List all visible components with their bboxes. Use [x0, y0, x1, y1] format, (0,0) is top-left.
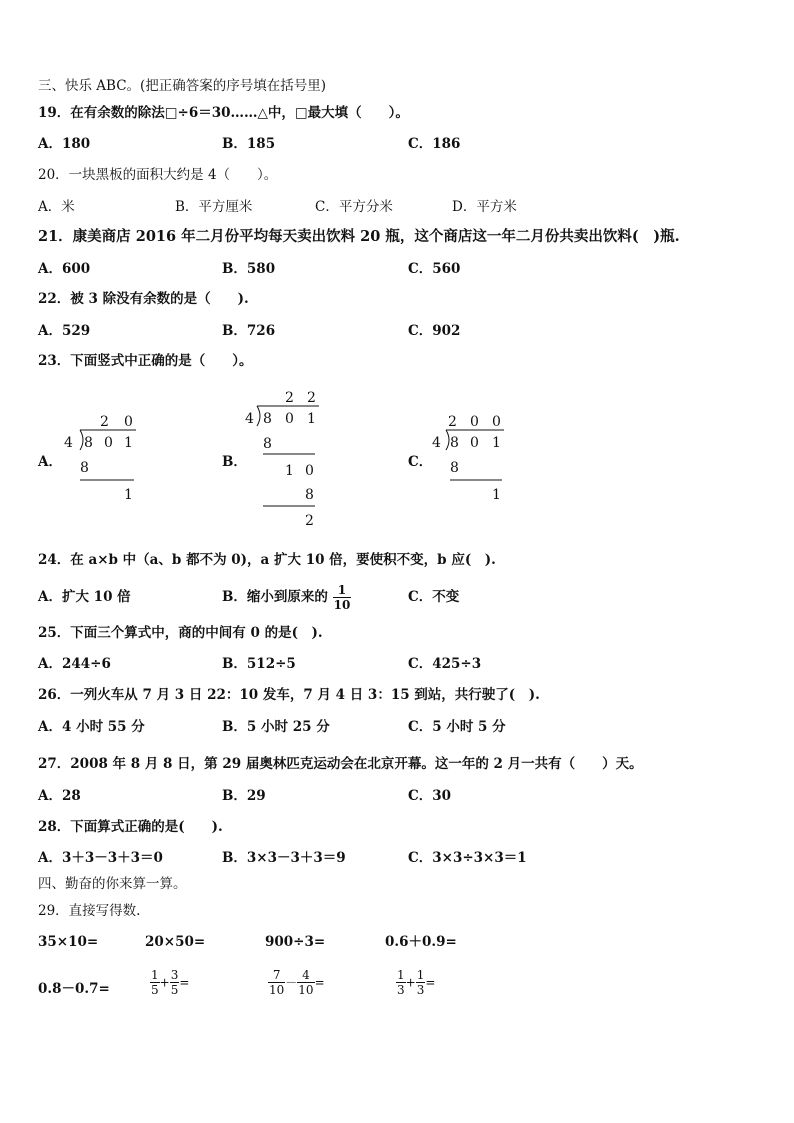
q19-option-b: B．185	[222, 136, 276, 152]
question-27: 27．2008 年 8 月 8 日，第 29 届奥林匹克运动会在北京开幕。这一年的 2 月一共有（ ）天。	[38, 756, 643, 772]
fraction-denominator: 3	[397, 983, 405, 997]
q26-option-a: A．4 小时 55 分	[38, 719, 145, 735]
fraction	[150, 968, 160, 997]
remainder: 2	[305, 513, 314, 529]
divisor: 4	[432, 435, 441, 451]
q25-option-b: B．512÷5	[222, 656, 296, 672]
expression: 0.6＋0.9=	[385, 934, 457, 950]
dividend-digit: 8	[263, 411, 272, 427]
question-26: 26．一列火车从 7 月 3 日 22：10 发车，7 月 4 日 3：15 到站，共行驶了( ).	[38, 687, 540, 703]
q21-option-b: B．580	[222, 261, 276, 277]
q21-option-c: C．560	[408, 261, 461, 277]
q28-option-c: C．3×3÷3×3＝1	[408, 850, 527, 866]
division-bracket	[80, 430, 83, 450]
question-25: 25．下面三个算式中，商的中间有 0 的是( ).	[38, 625, 323, 641]
fraction-expression	[150, 968, 189, 1008]
question-28: 28．下面算式正确的是( ).	[38, 819, 223, 835]
partial-product: 8	[305, 487, 314, 503]
question-23: 23．下面竖式中正确的是（ ）。	[38, 353, 253, 369]
intermediate-digit: 1	[285, 463, 294, 479]
fraction-numerator: 1	[333, 583, 352, 598]
q25-option-c: C．425÷3	[408, 656, 482, 672]
fraction-numerator: 3	[170, 968, 179, 982]
question-19: 19．在有余数的除法□÷6＝30……△中，□最大填（ ）。	[38, 105, 409, 121]
q25-option-a: A．244÷6	[38, 656, 111, 672]
q23-option-a: A．	[38, 454, 62, 470]
intermediate-digit: 0	[305, 463, 314, 479]
fraction	[396, 968, 406, 997]
dividend-digit: 1	[492, 435, 501, 451]
division-bracket	[257, 406, 260, 426]
dividend-digit: 0	[285, 411, 294, 427]
long-division-c	[430, 408, 520, 508]
divisor: 4	[64, 435, 73, 451]
fraction	[268, 968, 285, 997]
quotient-digit: 2	[448, 414, 457, 430]
fraction-expression	[268, 968, 325, 1008]
q20-option-c: C．平方分米	[315, 199, 393, 215]
fraction-numerator: 4	[297, 968, 314, 983]
q23-option-c: C．	[408, 454, 433, 470]
partial-product: 8	[263, 436, 272, 452]
question-21: 21．康美商店 2016 年二月份平均每天卖出饮料 20 瓶，这个商店这一年二月份共卖出饮料( )瓶.	[38, 228, 680, 245]
quotient-digit: 2	[285, 390, 294, 406]
q20-option-d: D．平方米	[452, 199, 517, 215]
q24-option-b-label: B．缩小到原来的	[222, 589, 328, 605]
q26-option-c: C．5 小时 5 分	[408, 719, 506, 735]
quotient-digit: 0	[124, 414, 133, 430]
fraction-denominator: 3	[416, 983, 425, 997]
remainder: 1	[124, 487, 133, 503]
q21-option-a: A．600	[38, 261, 91, 277]
q20-option-b: B．平方厘米	[175, 199, 253, 215]
q28-option-a: A．3＋3－3＋3＝0	[38, 850, 163, 866]
expression: 900÷3=	[265, 934, 326, 950]
dividend-digit: 1	[124, 435, 133, 451]
question-24: 24．在 a×b 中（a、b 都不为 0)，a 扩大 10 倍，要使积不变，b 应( ).	[38, 552, 496, 568]
question-29: 29．直接写得数.	[38, 903, 141, 919]
q27-option-c: C．30	[408, 788, 452, 804]
fraction-denominator: 5	[170, 983, 179, 997]
expression: 0.8－0.7=	[38, 981, 110, 997]
quotient-digit: 0	[492, 414, 501, 430]
q24-option-c: C．不变	[408, 589, 460, 605]
operator: +	[405, 975, 416, 990]
q28-option-b: B．3×3－3＋3＝9	[222, 850, 346, 866]
q22-option-b: B．726	[222, 323, 276, 339]
q22-option-a: A．529	[38, 323, 91, 339]
q24-option-a: A．扩大 10 倍	[38, 589, 131, 605]
q24-option-b	[222, 578, 351, 616]
q19-option-c: C．186	[408, 136, 461, 152]
q20-option-a: A．米	[38, 199, 75, 215]
fraction-numerator: 1	[397, 968, 405, 982]
equals-sign: =	[314, 975, 325, 990]
dividend-digit: 0	[104, 435, 113, 451]
question-20: 20．一块黑板的面积大约是 4（ ）。	[38, 167, 278, 183]
dividend-digit: 8	[84, 435, 93, 451]
q22-option-c: C．902	[408, 323, 461, 339]
division-bracket	[446, 430, 449, 450]
equals-sign: =	[425, 975, 436, 990]
operator: －	[285, 975, 298, 990]
q23-option-b: B．	[222, 454, 247, 470]
fraction-numerator: 1	[151, 968, 159, 982]
expression: 35×10=	[38, 934, 99, 950]
expression: 20×50=	[145, 934, 206, 950]
fraction	[416, 968, 426, 997]
q19-option-a: A．180	[38, 136, 91, 152]
dividend-digit: 1	[307, 411, 316, 427]
operator: +	[159, 975, 170, 990]
remainder: 1	[492, 487, 501, 503]
dividend-digit: 8	[450, 435, 459, 451]
section-title: 三、快乐 ABC。(把正确答案的序号填在括号里)	[38, 78, 327, 94]
fraction-expression	[396, 968, 435, 1008]
dividend-digit: 0	[470, 435, 479, 451]
fraction	[297, 968, 314, 997]
fraction-numerator: 7	[268, 968, 285, 983]
partial-product: 8	[80, 460, 89, 476]
q27-option-a: A．28	[38, 788, 81, 804]
quotient-digit: 2	[100, 414, 109, 430]
partial-product: 8	[450, 460, 459, 476]
fraction-numerator: 1	[416, 968, 425, 982]
long-division-a	[58, 408, 148, 508]
equals-sign: =	[179, 975, 190, 990]
quotient-digit: 2	[307, 390, 316, 406]
long-division-b	[243, 384, 333, 532]
q26-option-b: B．5 小时 25 分	[222, 719, 330, 735]
section-title: 四、勤奋的你来算一算。	[38, 876, 187, 892]
fraction-denominator: 10	[269, 983, 285, 997]
fraction	[170, 968, 180, 997]
q27-option-b: B．29	[222, 788, 266, 804]
divisor: 4	[245, 411, 254, 427]
quotient-digit: 0	[470, 414, 479, 430]
fraction	[333, 583, 352, 612]
fraction-denominator: 10	[298, 983, 314, 997]
fraction-denominator: 10	[333, 598, 351, 612]
fraction-denominator: 5	[151, 983, 159, 997]
question-22: 22．被 3 除没有余数的是（ ).	[38, 291, 249, 307]
